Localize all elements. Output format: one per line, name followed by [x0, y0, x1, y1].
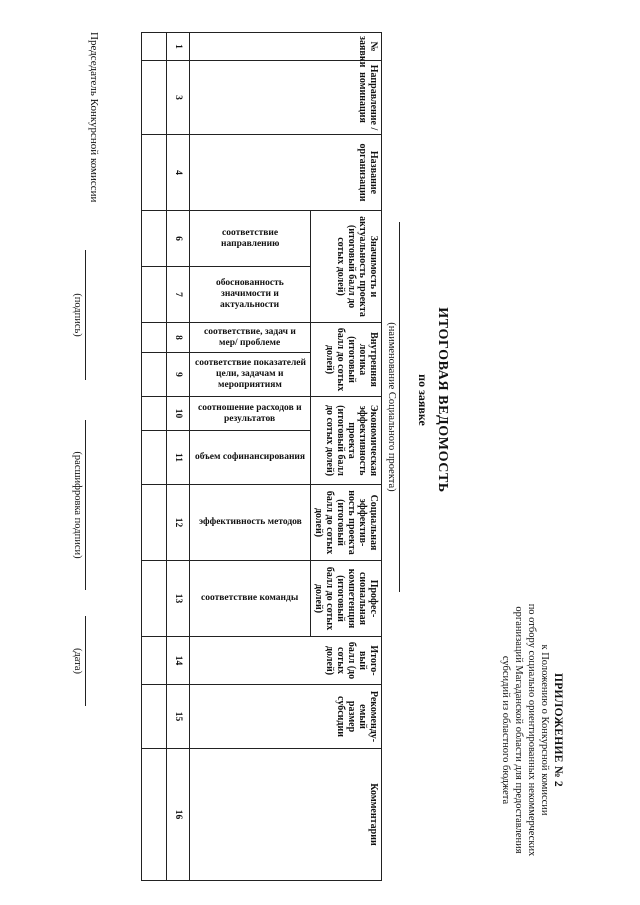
header-social-efficiency: Социальная эффектив-ность проекта (итоговый балл до сотых долей) — [311, 485, 382, 561]
blank-cell — [142, 685, 167, 749]
column-number: 14 — [167, 637, 190, 685]
blank-cell — [142, 749, 167, 881]
table-blank-row — [142, 33, 167, 881]
header-comments: Комментарии — [190, 749, 382, 881]
project-name-caption: (наименование Социального проекта) — [386, 322, 397, 492]
project-name-line — [399, 222, 400, 592]
summary-table — [141, 32, 382, 881]
table-header-row — [311, 33, 382, 881]
header-significance: Значимость и актуальность проекта (итоговый балл до сотых долей) — [311, 211, 382, 323]
blank-cell — [142, 431, 167, 485]
column-number: 4 — [167, 135, 190, 211]
header-internal-logic: Внутренняя логика (итоговый балл до сотых долей) — [311, 323, 382, 397]
header-direction: Направление / номинация — [190, 61, 382, 135]
subcriterion-1: соответствие направлению — [220, 227, 280, 249]
blank-cell — [142, 61, 167, 135]
subcriterion-cell — [190, 561, 311, 637]
document-subtitle: по заявке — [416, 374, 430, 426]
column-number: 9 — [167, 353, 190, 397]
blank-cell — [142, 135, 167, 211]
table-number-row — [167, 33, 190, 881]
blank-cell — [142, 561, 167, 637]
subcriterion-2: обоснованность значимости и актуальности — [216, 278, 284, 310]
subcriterion-7: эффективность методов — [198, 517, 302, 528]
header-total-score: Итого-вый балл (до сотых долей) — [190, 637, 382, 685]
header-economic-efficiency: Экономическая эффективность проекта (итоговый балл до сотых долей) — [311, 397, 382, 485]
chairman-label: Председатель Конкурсной комиссии — [88, 32, 100, 203]
blank-cell — [142, 485, 167, 561]
subcriterion-8: соответствие команды — [201, 593, 299, 604]
appendix-line-2: по отбору социально ориентированных некоммерческих — [526, 603, 537, 857]
subcriterion-cell — [190, 431, 311, 485]
column-number: 13 — [167, 561, 190, 637]
column-number: 11 — [167, 431, 190, 485]
subcriterion-3: соответствие, задач и мер/ проблеме — [204, 326, 296, 348]
document-title: ИТОГОВАЯ ВЕДОМОСТЬ — [435, 307, 450, 493]
column-number: 16 — [167, 749, 190, 881]
blank-cell — [142, 637, 167, 685]
subcriterion-cell — [190, 397, 311, 431]
column-number: 15 — [167, 685, 190, 749]
column-number: 6 — [167, 211, 190, 267]
column-number: 12 — [167, 485, 190, 561]
subcriterion-6: объем софинансирования — [194, 452, 306, 463]
appendix-line-3: организаций Магаданской области для предоставления — [513, 606, 524, 854]
header-organization: Название организации — [190, 135, 382, 211]
column-number: 10 — [167, 397, 190, 431]
column-number: 3 — [167, 61, 190, 135]
signature-line — [85, 250, 86, 380]
blank-cell — [142, 397, 167, 431]
blank-cell — [142, 211, 167, 267]
subcriterion-cell — [190, 323, 311, 353]
blank-cell — [142, 323, 167, 353]
appendix-title: ПРИЛОЖЕНИЕ № 2 — [552, 672, 564, 787]
subcriterion-4: соответствие показателей цели, задачам и мероприятиям — [194, 358, 306, 391]
subcriterion-cell — [190, 211, 311, 267]
signature-decode-line — [85, 420, 86, 590]
blank-cell — [142, 267, 167, 323]
blank-cell — [142, 353, 167, 397]
column-number: 1 — [167, 33, 190, 61]
column-number: 7 — [167, 267, 190, 323]
signature-decode-caption: (расшифровка подписи) — [72, 451, 83, 559]
subcriterion-cell — [190, 485, 311, 561]
subcriterion-cell — [190, 353, 311, 397]
subcriterion-cell — [190, 267, 311, 323]
subcriterion-5: соотношение расходов и результатов — [198, 402, 302, 424]
signature-caption: (подпись) — [72, 293, 83, 337]
header-application-no: № заявки — [190, 33, 382, 61]
appendix-line-4: субсидий из областного бюджета — [500, 655, 511, 805]
blank-cell — [142, 33, 167, 61]
header-professional-competence: Профес-сиональная компетенция (итоговый балл до сотых долей) — [311, 561, 382, 637]
column-number: 8 — [167, 323, 190, 353]
appendix-line-1: к Положению о Конкурсной комиссии — [539, 644, 550, 816]
date-line — [85, 616, 86, 706]
header-recommended-subsidy: Рекоменду-емый размер субсидии — [190, 685, 382, 749]
date-caption: (дата) — [72, 647, 83, 675]
appendix-header — [499, 580, 564, 880]
